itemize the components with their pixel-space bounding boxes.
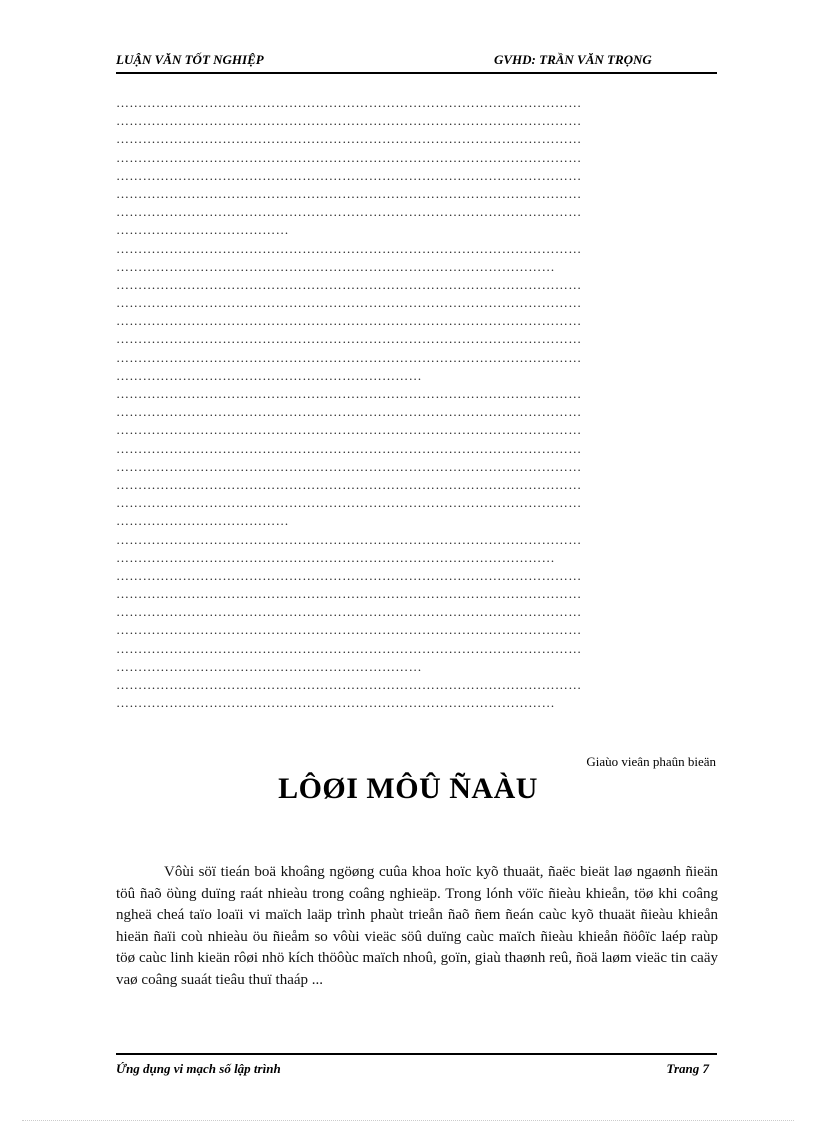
comment-dotted-line: ……………………………………………………………………………………………: [116, 95, 582, 110]
comment-dotted-line: ……………………………………………………………………………………………: [116, 331, 582, 347]
comment-dotted-line: ……………………………………………………………: [116, 658, 422, 674]
reviewer-comment-lines: [116, 94, 716, 712]
comment-dotted-line: ………………………………………………………………………………………: [116, 549, 555, 565]
intro-paragraph: Vôùi söï tieán boä khoâng ngöøng cuûa khoa hoïc kyõ thuaät, ñaëc bieät laø ngaønh ñieän töû ñaõ öùng duïng raát nhieàu trong coâng nghieäp. Trong lónh vöïc ñieàu khieån, töø khi coâng ngheä cheá taïo loaïi vi maïch laäp trình phaùt trieån ñaõ ñem ñeán caùc kyõ thuaät ñieàu khieån hieän ñaïi coù nhieàu öu ñieåm so vôùi vieäc söû duïng caùc maïch ñieàu khieån ñöôïc laép raùp töø caùc linh kieän rôøi nhö kích thöôùc maïch nhoû, goïn, giaù thaønh reû, ñoä laøm vieäc tin caäy vaø coâng suaát tieâu thuï thaáp ...: [116, 864, 718, 988]
comment-dotted-line: ……………………………………………………………………………………………: [116, 167, 582, 183]
comment-dotted-line: ……………………………………………………………………………………………: [116, 677, 582, 692]
comment-dotted-line: ……………………………………………………………………………………………: [116, 113, 582, 129]
comment-dotted-line: ……………………………………………………………………………………………: [116, 440, 582, 456]
comment-dotted-line: ……………………………………………………………………………………………: [116, 567, 582, 583]
comment-dotted-line: ……………………………………………………………………………………………: [116, 149, 582, 165]
comment-dotted-line: ……………………………………………………………………………………………: [116, 386, 582, 401]
comment-dotted-line: ……………………………………………………………………………………………: [116, 276, 582, 292]
section-title: LÔØI MÔÛ ÑAÀU: [278, 772, 538, 805]
comment-dotted-line: …………………………………: [116, 513, 289, 529]
comment-dotted-line: ………………………………………………………………………………………: [116, 695, 555, 711]
comment-dotted-line: ……………………………………………………………………………………………: [116, 349, 582, 365]
comment-dotted-line: ……………………………………………………………………………………………: [116, 604, 582, 620]
comment-dotted-line: ……………………………………………………………………………………………: [116, 640, 582, 656]
comment-dotted-line: ……………………………………………………………………………………………: [116, 458, 582, 474]
footer-page-number: Trang 7: [666, 1061, 709, 1076]
comment-dotted-line: ……………………………………………………………………………………………: [116, 131, 582, 147]
comment-dotted-line: ……………………………………………………………………………………………: [116, 495, 582, 511]
comment-dotted-line: ………………………………………………………………………………………: [116, 258, 555, 274]
header-advisor-label: GVHD: TRẦN VĂN TRỌNG: [494, 52, 652, 67]
comment-dotted-line: ……………………………………………………………………………………………: [116, 313, 582, 329]
comment-dotted-line: …………………………………: [116, 222, 289, 238]
comment-dotted-line: ……………………………………………………………………………………………: [116, 586, 582, 602]
footer-document-title: Ứng dụng vi mạch số lập trình: [116, 1061, 281, 1076]
comment-dotted-line: ……………………………………………………………………………………………: [116, 295, 582, 311]
reviewer-signature-label: Giaùo vieân phaûn bieän: [586, 754, 716, 769]
comment-dotted-line: ……………………………………………………………: [116, 367, 422, 383]
comment-dotted-line: ……………………………………………………………………………………………: [116, 622, 582, 638]
comment-dotted-line: ……………………………………………………………………………………………: [116, 185, 582, 201]
page-edge-divider: [22, 1120, 794, 1121]
comment-dotted-line: ……………………………………………………………………………………………: [116, 531, 582, 547]
comment-dotted-line: ……………………………………………………………………………………………: [116, 422, 582, 438]
page-header: [116, 50, 717, 74]
comment-dotted-line: ……………………………………………………………………………………………: [116, 404, 582, 420]
page-footer: [116, 1053, 717, 1085]
comment-dotted-line: ……………………………………………………………………………………………: [116, 240, 582, 256]
comment-dotted-line: ……………………………………………………………………………………………: [116, 476, 582, 492]
header-thesis-label: LUẬN VĂN TỐT NGHIỆP: [116, 52, 264, 67]
comment-dotted-line: ……………………………………………………………………………………………: [116, 204, 582, 220]
